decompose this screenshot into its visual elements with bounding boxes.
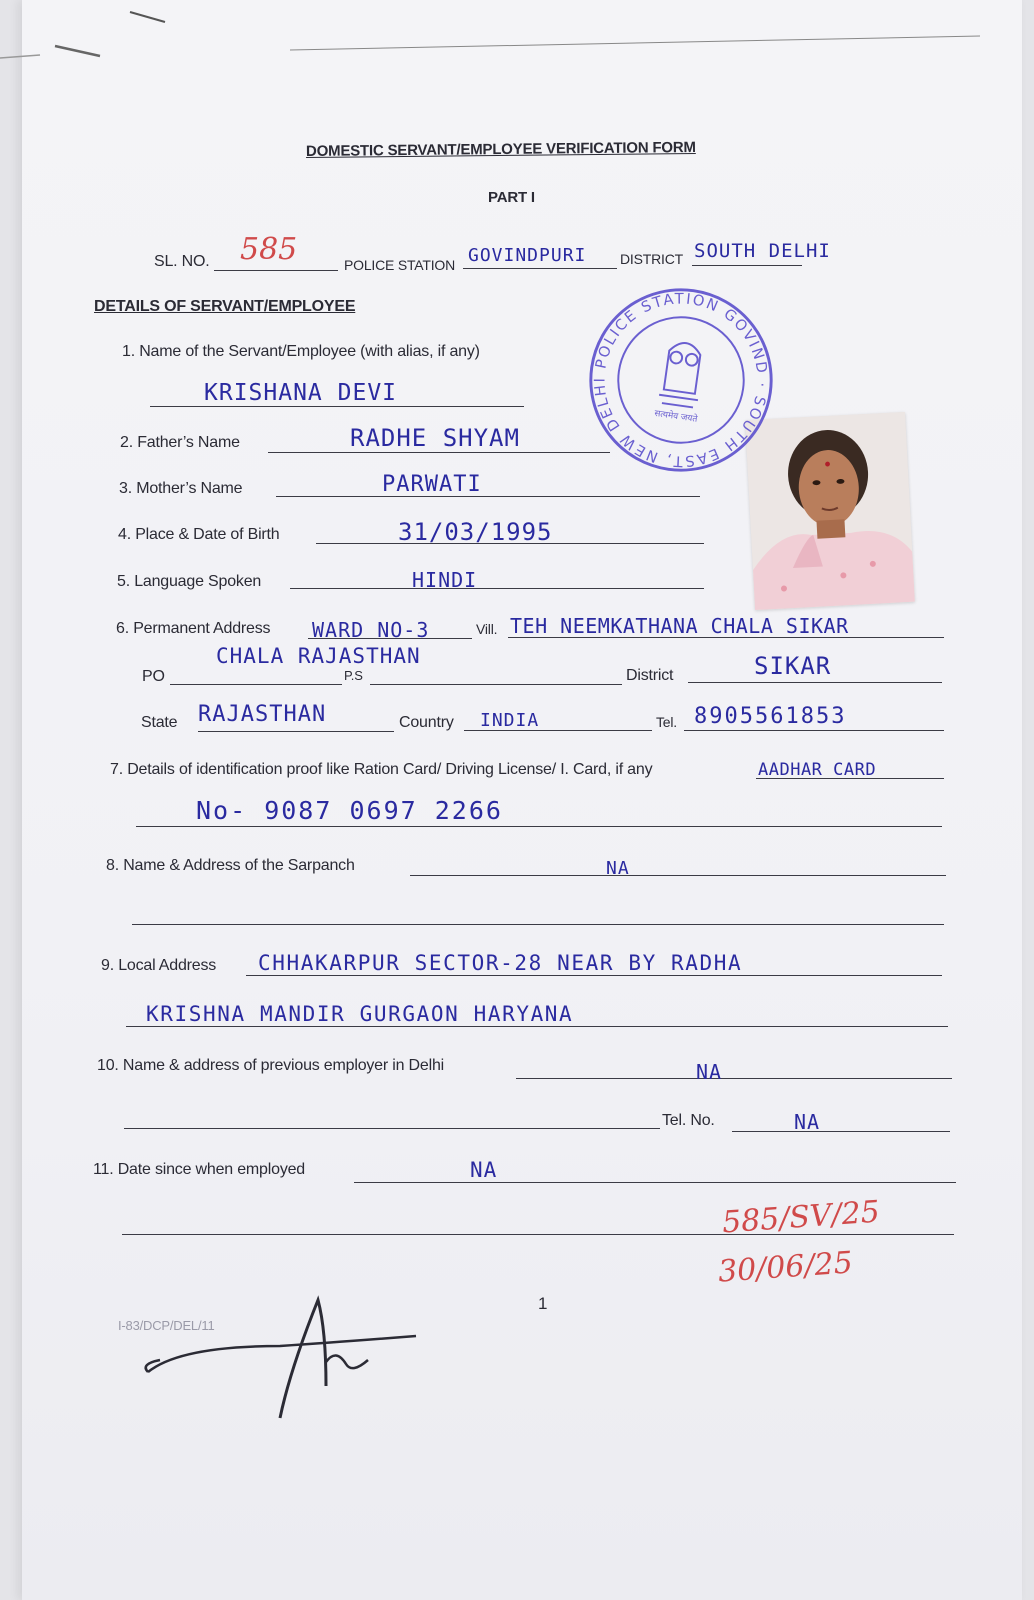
page-number: 1 [538,1294,548,1313]
q5-label: 5. Language Spoken [117,573,262,590]
form-title: DOMESTIC SERVANT/EMPLOYEE VERIFICATION FORM [305,138,696,161]
po-label: PO [142,668,165,685]
tel-line [684,730,944,731]
reference-number: 585/SV/25 [720,1194,881,1241]
q9-value-a: CHHAKARPUR SECTOR-28 NEAR BY RADHA [258,951,743,975]
sl-no-value: 585 [240,232,298,267]
q10-label: 10. Name & address of previous employer in Delhi [97,1057,445,1074]
q7-value-b: No- 9087 0697 2266 [196,796,503,825]
district-line [688,682,942,683]
q8-line-a [410,875,946,876]
ps-label: P.S [344,668,363,683]
country-label: Country [399,714,454,731]
tel-label: Tel. [656,714,677,730]
state-label: State [141,714,178,731]
q6-value-a: WARD NO-3 [312,618,430,642]
district-header-line [692,265,802,266]
q3-line [276,496,700,497]
q8-value: NA [606,858,630,879]
q11-line-b [122,1234,954,1235]
q2-value: RADHE SHYAM [350,424,520,452]
signature [140,1290,440,1440]
q11-value: NA [470,1158,498,1182]
q3-label: 3. Mother’s Name [119,480,243,497]
section-heading: DETAILS OF SERVANT/EMPLOYEE [94,298,356,315]
reference-date: 30/06/25 [716,1245,854,1290]
q2-label: 2. Father’s Name [120,434,240,451]
q1-label: 1. Name of the Servant/Employee (with alias, if any) [122,343,480,360]
q8-line-b [132,924,944,925]
q10-line-b [124,1128,660,1129]
tel-no-line [732,1131,950,1132]
q4-label: 4. Place & Date of Birth [118,526,280,543]
q7-label: 7. Details of identification proof like Ration Card/ Driving License/ I. Card, if any [110,761,653,778]
q7-line-b [136,826,942,827]
q9-line-a [246,975,942,976]
q6-value-c: CHALA RAJASTHAN [216,644,421,668]
ps-line [370,684,622,685]
q3-value: PARWATI [382,472,482,497]
district-header-label: DISTRICT [620,251,683,267]
stamp-ring-text: POLICE STATION GOVIND · SOUTH EAST, NEW DELHI [591,290,771,470]
emblem-icon [658,340,706,408]
q9-label: 9. Local Address [101,957,217,974]
q10-value: NA [696,1060,723,1084]
tel-value: 8905561853 [694,704,847,729]
q9-line-b [126,1026,948,1027]
q2-line [268,452,610,453]
form-code: I-83/DCP/DEL/11 [118,1318,215,1333]
stamp-emblem-text: सत्यमेव जयते [653,408,698,425]
district-header-value: SOUTH DELHI [694,240,831,262]
police-station-label: POLICE STATION [344,257,456,273]
district-value: SIKAR [754,652,832,680]
police-station-line [463,268,617,269]
q1-value: KRISHANA DEVI [204,380,398,406]
country-value: INDIA [480,710,540,731]
po-line [170,684,342,685]
tel-no-value: NA [794,1110,821,1134]
state-value: RAJASTHAN [198,702,327,727]
state-line [198,731,394,732]
q5-line [290,588,704,589]
police-station-stamp [570,269,791,490]
police-station-value: GOVINDPURI [468,245,587,266]
q9-value-b: KRISHNA MANDIR GURGAON HARYANA [146,1002,574,1026]
sl-no-line [214,270,338,271]
q6-label: 6. Permanent Address [116,620,271,637]
q6-value-b: TEH NEEMKATHANA CHALA SIKAR [510,614,849,638]
q4-value: 31/03/1995 [398,518,553,546]
form-part: PART I [488,189,535,206]
q7-value-a: AADHAR CARD [758,760,877,780]
q10-line-a [516,1078,952,1079]
q1-line [150,406,524,407]
q6-vill-label: Vill. [476,621,498,637]
q5-value: HINDI [412,568,478,592]
tel-no-label: Tel. No. [662,1112,715,1129]
q11-line-a [354,1182,956,1183]
district-label: District [626,667,674,684]
q8-label: 8. Name & Address of the Sarpanch [106,857,355,874]
sl-no-label: SL. NO. [154,253,210,270]
q11-label: 11. Date since when employed [93,1161,306,1178]
